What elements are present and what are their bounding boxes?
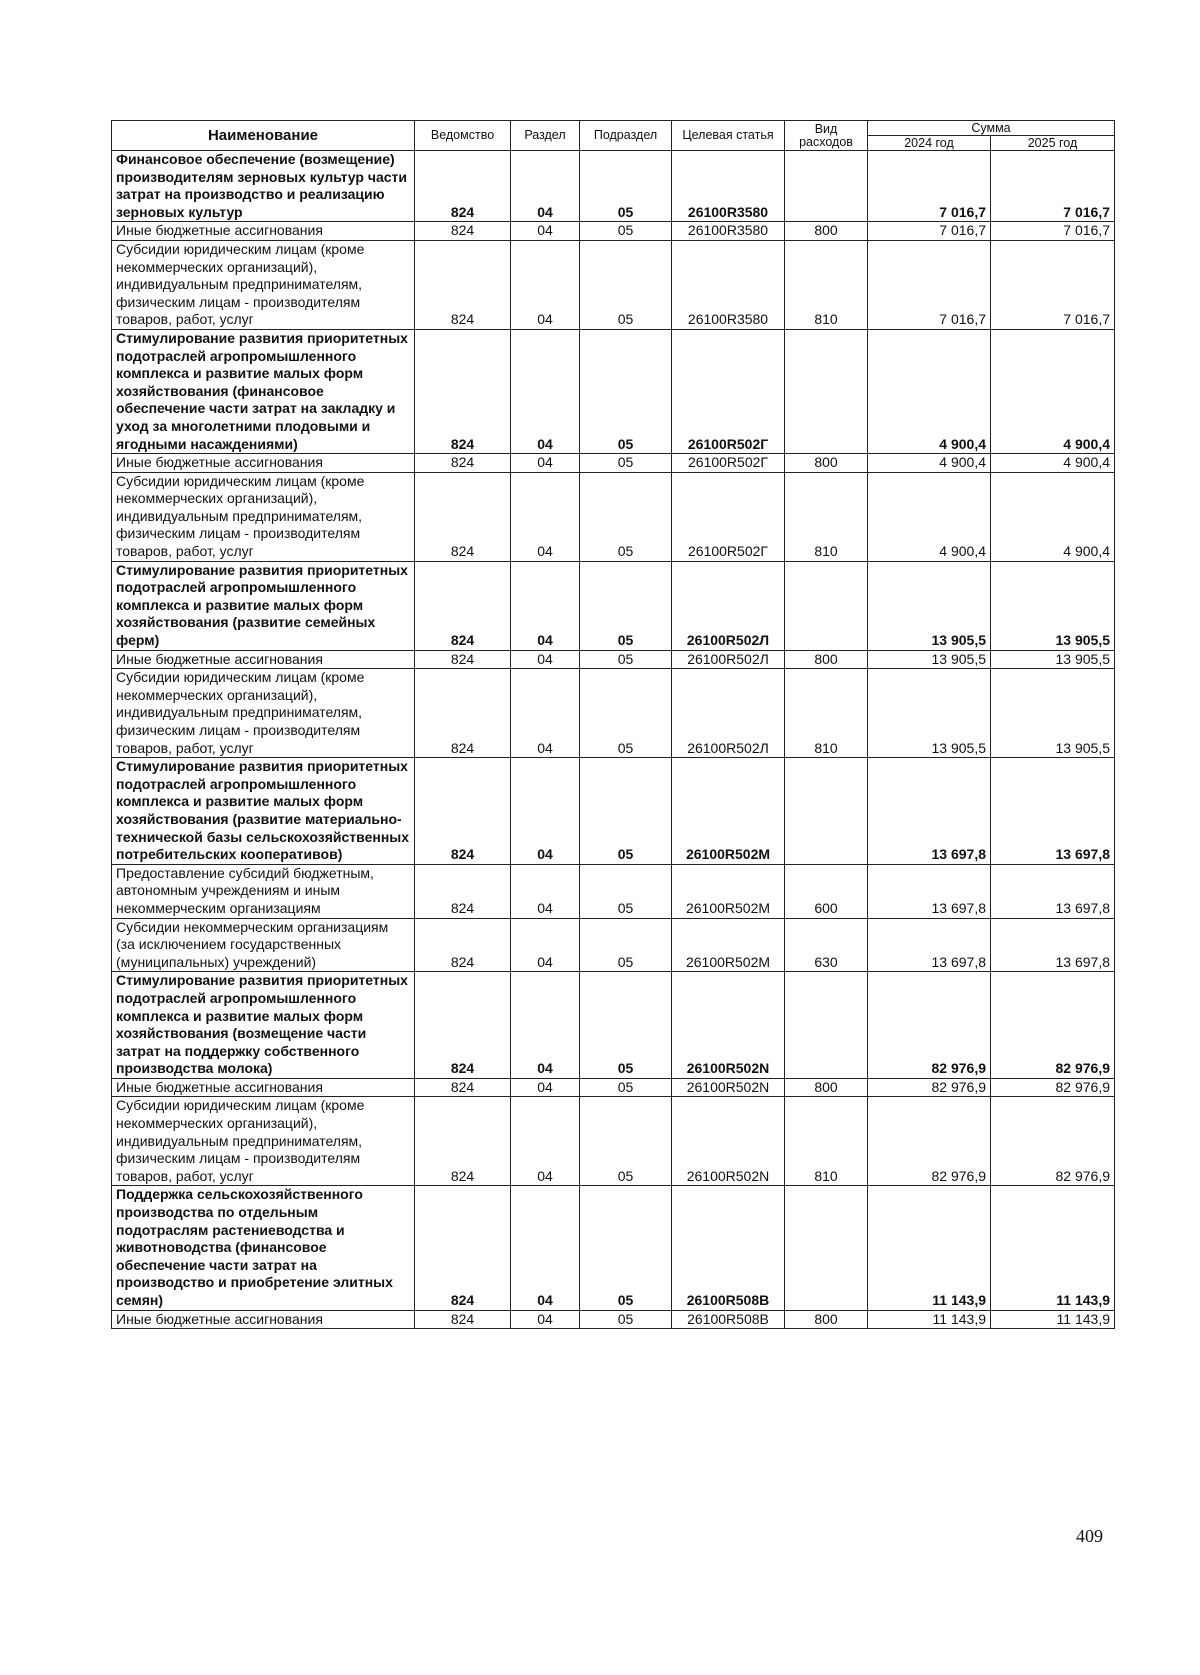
cell-sum-2024: 82 976,9 [868,1078,991,1097]
cell-subsection: 05 [580,650,672,669]
table-row [112,1186,1115,1310]
table-body [112,151,1115,1329]
cell-sum-2025: 11 143,9 [991,1310,1115,1329]
cell-expense-type: 810 [785,669,868,758]
cell-target: 26100R508B [672,1310,785,1329]
table-row [112,758,1115,865]
cell-sum-2025: 4 900,4 [991,472,1115,561]
cell-target: 26100R3580 [672,151,785,222]
cell-name: Субсидии юридическим лицам (кроме некоммерческих организаций), индивидуальным предпринимателям, физическим лицам - производителям товаров, работ, услуг [112,669,415,758]
cell-sum-2024: 4 900,4 [868,472,991,561]
cell-subsection: 05 [580,472,672,561]
cell-department: 824 [415,650,511,669]
cell-sum-2024: 82 976,9 [868,1097,991,1186]
budget-table [111,120,1115,1329]
cell-expense-type: 600 [785,864,868,918]
table-row [112,1310,1115,1329]
table-row [112,669,1115,758]
header-department: Ведомство [415,121,511,151]
cell-department: 824 [415,864,511,918]
cell-subsection: 05 [580,918,672,972]
cell-sum-2024: 4 900,4 [868,329,991,453]
cell-target: 26100R3580 [672,240,785,329]
cell-target: 26100R502M [672,864,785,918]
cell-expense-type: 800 [785,1310,868,1329]
cell-expense-type: 630 [785,918,868,972]
cell-name: Финансовое обеспечение (возмещение) производителям зерновых культур части затрат на производство и реализацию зерновых культур [112,151,415,222]
header-name: Наименование [112,121,415,151]
cell-subsection: 05 [580,222,672,241]
table-row [112,454,1115,473]
cell-name: Субсидии юридическим лицам (кроме некоммерческих организаций), индивидуальным предпринимателям, физическим лицам - производителям товаров, работ, услуг [112,472,415,561]
cell-subsection: 05 [580,454,672,473]
cell-sum-2025: 82 976,9 [991,972,1115,1079]
cell-sum-2025: 11 143,9 [991,1186,1115,1310]
cell-section: 04 [511,669,580,758]
cell-sum-2025: 4 900,4 [991,454,1115,473]
cell-name: Субсидии юридическим лицам (кроме некоммерческих организаций), индивидуальным предпринимателям, физическим лицам - производителям товаров, работ, услуг [112,240,415,329]
cell-name: Иные бюджетные ассигнования [112,650,415,669]
cell-department: 824 [415,1078,511,1097]
cell-sum-2024: 13 697,8 [868,864,991,918]
cell-section: 04 [511,918,580,972]
table-row [112,240,1115,329]
cell-expense-type [785,151,868,222]
cell-target: 26100R502N [672,972,785,1079]
cell-sum-2025: 13 905,5 [991,561,1115,650]
cell-expense-type: 800 [785,650,868,669]
cell-sum-2024: 7 016,7 [868,151,991,222]
cell-department: 824 [415,1097,511,1186]
cell-sum-2025: 13 697,8 [991,864,1115,918]
cell-sum-2024: 4 900,4 [868,454,991,473]
header-subsection: Подраздел [580,121,672,151]
cell-department: 824 [415,758,511,865]
cell-sum-2025: 7 016,7 [991,151,1115,222]
table-row [112,918,1115,972]
table-row [112,329,1115,453]
cell-sum-2025: 4 900,4 [991,329,1115,453]
table-row [112,222,1115,241]
cell-sum-2025: 13 905,5 [991,669,1115,758]
cell-department: 824 [415,240,511,329]
cell-department: 824 [415,561,511,650]
cell-section: 04 [511,151,580,222]
cell-section: 04 [511,758,580,865]
cell-department: 824 [415,472,511,561]
cell-sum-2024: 13 697,8 [868,758,991,865]
cell-section: 04 [511,972,580,1079]
cell-expense-type [785,1186,868,1310]
cell-target: 26100R502Г [672,329,785,453]
table-row [112,864,1115,918]
cell-expense-type: 800 [785,1078,868,1097]
header-section: Раздел [511,121,580,151]
cell-subsection: 05 [580,151,672,222]
cell-subsection: 05 [580,669,672,758]
table-row [112,151,1115,222]
cell-expense-type: 800 [785,454,868,473]
cell-sum-2025: 82 976,9 [991,1078,1115,1097]
cell-target: 26100R502Г [672,454,785,473]
cell-sum-2024: 7 016,7 [868,222,991,241]
cell-name: Поддержка сельскохозяйственного производства по отдельным подотраслям растениеводства и животноводства (финансовое обеспечение части затрат на производство и приобретение элитных семян) [112,1186,415,1310]
page-number: 409 [1076,1526,1103,1546]
cell-department: 824 [415,918,511,972]
cell-name: Стимулирование развития приоритетных подотраслей агропромышленного комплекса и развитие малых форм хозяйствования (возмещение части затрат на поддержку собственного производства молока) [112,972,415,1079]
table-row [112,472,1115,561]
cell-name: Предоставление субсидий бюджетным, автономным учреждениям и иным некоммерческим организациям [112,864,415,918]
cell-department: 824 [415,972,511,1079]
cell-sum-2025: 13 697,8 [991,918,1115,972]
cell-sum-2025: 13 697,8 [991,758,1115,865]
table-row [112,972,1115,1079]
cell-sum-2025: 13 905,5 [991,650,1115,669]
header-expense-type: Вид расходов [785,121,868,151]
cell-subsection: 05 [580,329,672,453]
cell-section: 04 [511,1186,580,1310]
cell-name: Иные бюджетные ассигнования [112,454,415,473]
cell-section: 04 [511,864,580,918]
cell-department: 824 [415,222,511,241]
cell-target: 26100R502Л [672,561,785,650]
cell-sum-2024: 13 697,8 [868,918,991,972]
cell-subsection: 05 [580,1186,672,1310]
cell-subsection: 05 [580,240,672,329]
cell-section: 04 [511,1310,580,1329]
cell-section: 04 [511,222,580,241]
cell-subsection: 05 [580,1097,672,1186]
cell-name: Субсидии юридическим лицам (кроме некоммерческих организаций), индивидуальным предпринимателям, физическим лицам - производителям товаров, работ, услуг [112,1097,415,1186]
table-header [112,121,1115,151]
cell-sum-2024: 11 143,9 [868,1186,991,1310]
cell-subsection: 05 [580,972,672,1079]
cell-sum-2024: 11 143,9 [868,1310,991,1329]
cell-section: 04 [511,240,580,329]
cell-section: 04 [511,454,580,473]
cell-expense-type [785,561,868,650]
cell-name: Стимулирование развития приоритетных подотраслей агропромышленного комплекса и развитие малых форм хозяйствования (развитие материально-технической базы сельскохозяйственных потребительских кооперативов) [112,758,415,865]
cell-sum-2024: 7 016,7 [868,240,991,329]
cell-target: 26100R502Л [672,669,785,758]
cell-expense-type [785,329,868,453]
cell-name: Субсидии некоммерческим организациям (за исключением государственных (муниципальных) учреждений) [112,918,415,972]
cell-sum-2025: 82 976,9 [991,1097,1115,1186]
cell-target: 26100R502N [672,1078,785,1097]
table-row [112,650,1115,669]
cell-subsection: 05 [580,1078,672,1097]
table-row [112,561,1115,650]
cell-section: 04 [511,329,580,453]
cell-section: 04 [511,650,580,669]
cell-name: Иные бюджетные ассигнования [112,1078,415,1097]
cell-section: 04 [511,1097,580,1186]
cell-target: 26100R508B [672,1186,785,1310]
header-year-2024: 2024 год [868,136,991,151]
cell-expense-type: 810 [785,472,868,561]
cell-expense-type: 810 [785,240,868,329]
table-row [112,1078,1115,1097]
cell-expense-type [785,758,868,865]
header-sum: Сумма [868,121,1115,136]
cell-sum-2025: 7 016,7 [991,240,1115,329]
cell-expense-type: 800 [785,222,868,241]
cell-target: 26100R502M [672,758,785,865]
cell-sum-2024: 13 905,5 [868,650,991,669]
cell-name: Стимулирование развития приоритетных подотраслей агропромышленного комплекса и развитие малых форм хозяйствования (развитие семейных ферм) [112,561,415,650]
cell-subsection: 05 [580,864,672,918]
cell-department: 824 [415,151,511,222]
cell-sum-2025: 7 016,7 [991,222,1115,241]
cell-section: 04 [511,472,580,561]
cell-target: 26100R3580 [672,222,785,241]
table-row [112,1097,1115,1186]
cell-target: 26100R502N [672,1097,785,1186]
cell-expense-type [785,972,868,1079]
cell-department: 824 [415,1186,511,1310]
cell-target: 26100R502Г [672,472,785,561]
cell-subsection: 05 [580,758,672,865]
cell-department: 824 [415,454,511,473]
cell-section: 04 [511,561,580,650]
cell-subsection: 05 [580,561,672,650]
cell-expense-type: 810 [785,1097,868,1186]
cell-sum-2024: 82 976,9 [868,972,991,1079]
cell-target: 26100R502Л [672,650,785,669]
cell-target: 26100R502M [672,918,785,972]
header-year-2025: 2025 год [991,136,1115,151]
cell-name: Стимулирование развития приоритетных подотраслей агропромышленного комплекса и развитие малых форм хозяйствования (финансовое обеспечение части затрат на закладку и уход за многолетними плодовыми и ягодными насаждениями) [112,329,415,453]
cell-section: 04 [511,1078,580,1097]
cell-subsection: 05 [580,1310,672,1329]
cell-name: Иные бюджетные ассигнования [112,222,415,241]
cell-sum-2024: 13 905,5 [868,669,991,758]
cell-sum-2024: 13 905,5 [868,561,991,650]
cell-department: 824 [415,1310,511,1329]
cell-department: 824 [415,669,511,758]
header-target: Целевая статья [672,121,785,151]
cell-department: 824 [415,329,511,453]
cell-name: Иные бюджетные ассигнования [112,1310,415,1329]
